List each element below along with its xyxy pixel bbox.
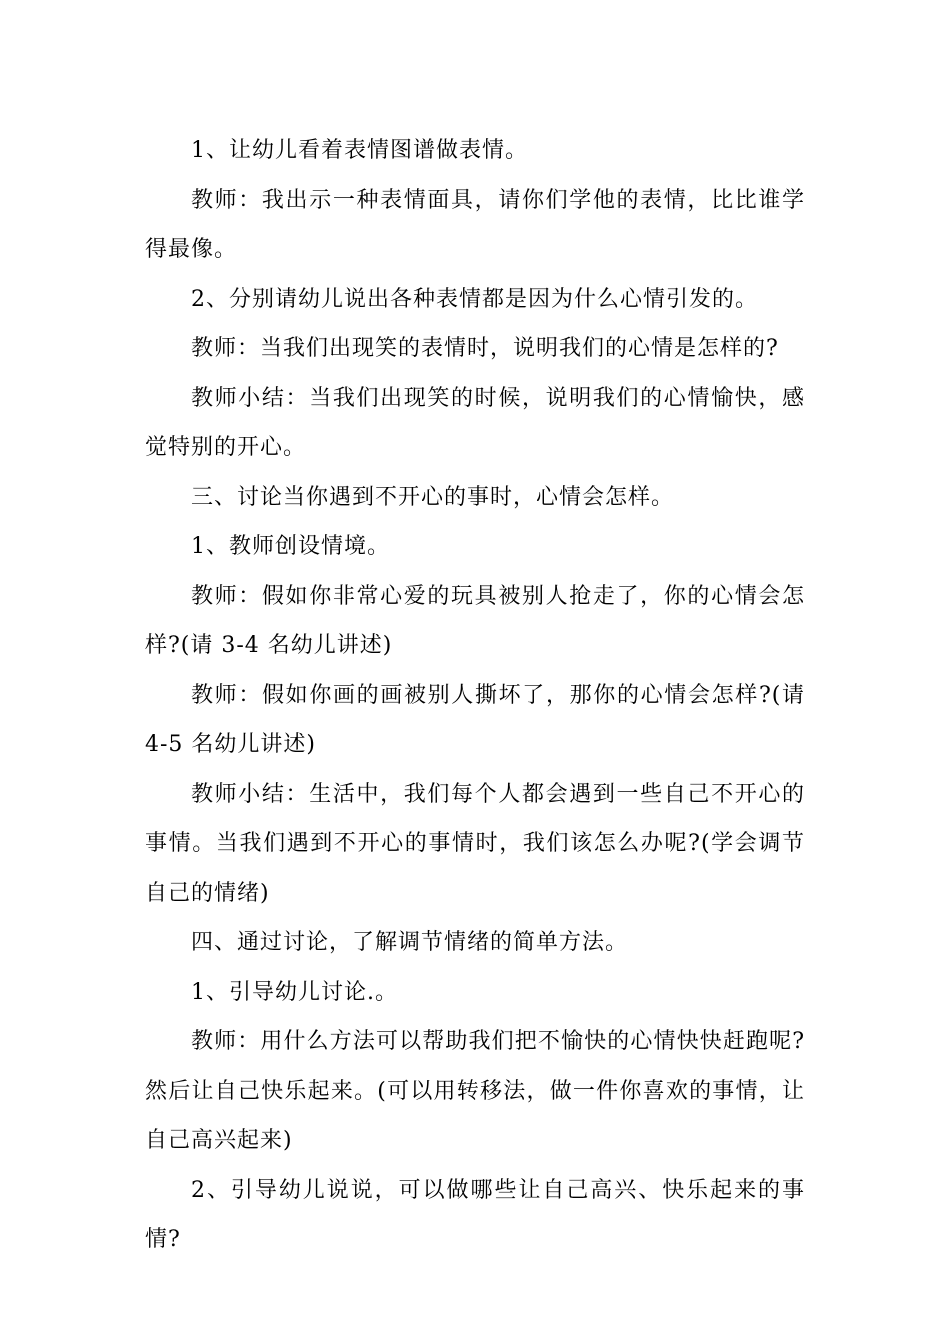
paragraph-step-1: 1、让幼儿看着表情图谱做表情。 [191, 138, 528, 163]
paragraph-teacher-method: 教师：用什么方法可以帮助我们把不愉快的心情快快赶跑呢?然后让自己快乐起来。(可以用转移法，做一件你喜欢的事情，让自己高兴起来) [145, 1029, 805, 1153]
paragraph-guide-talk: 2、引导幼儿说说，可以做哪些让自己高兴、快乐起来的事情? [145, 1177, 805, 1252]
paragraph-teacher-mask: 教师：我出示一种表情面具，请你们学他的表情，比比谁学得最像。 [145, 187, 805, 262]
section-heading-4: 四、通过讨论，了解调节情绪的简单方法。 [191, 930, 629, 955]
paragraph-summary-unhappy: 教师小结：生活中，我们每个人都会遇到一些自己不开心的事情。当我们遇到不开心的事情时，我们该怎么办呢?(学会调节自己的情绪) [145, 781, 805, 906]
paragraph-teacher-drawing: 教师：假如你画的画被别人撕坏了，那你的心情会怎样?(请 4-5 名幼儿讲述) [145, 682, 805, 757]
paragraph-step-2: 2、分别请幼儿说出各种表情都是因为什么心情引发的。 [191, 286, 758, 312]
paragraph-teacher-toy: 教师：假如你非常心爱的玩具被别人抢走了，你的心情会怎样?(请 3-4 名幼儿讲述) [145, 583, 805, 658]
paragraph-guide-discussion: 1、引导幼儿讨论.。 [191, 979, 398, 1005]
document-body [145, 126, 805, 1265]
paragraph-scenario: 1、教师创设情境。 [191, 534, 390, 559]
paragraph-summary-happy: 教师小结：当我们出现笑的时候，说明我们的心情愉快，感觉特别的开心。 [145, 385, 805, 460]
paragraph-teacher-smile: 教师：当我们出现笑的表情时，说明我们的心情是怎样的? [191, 336, 779, 361]
section-heading-3: 三、讨论当你遇到不开心的事时，心情会怎样。 [191, 484, 675, 510]
